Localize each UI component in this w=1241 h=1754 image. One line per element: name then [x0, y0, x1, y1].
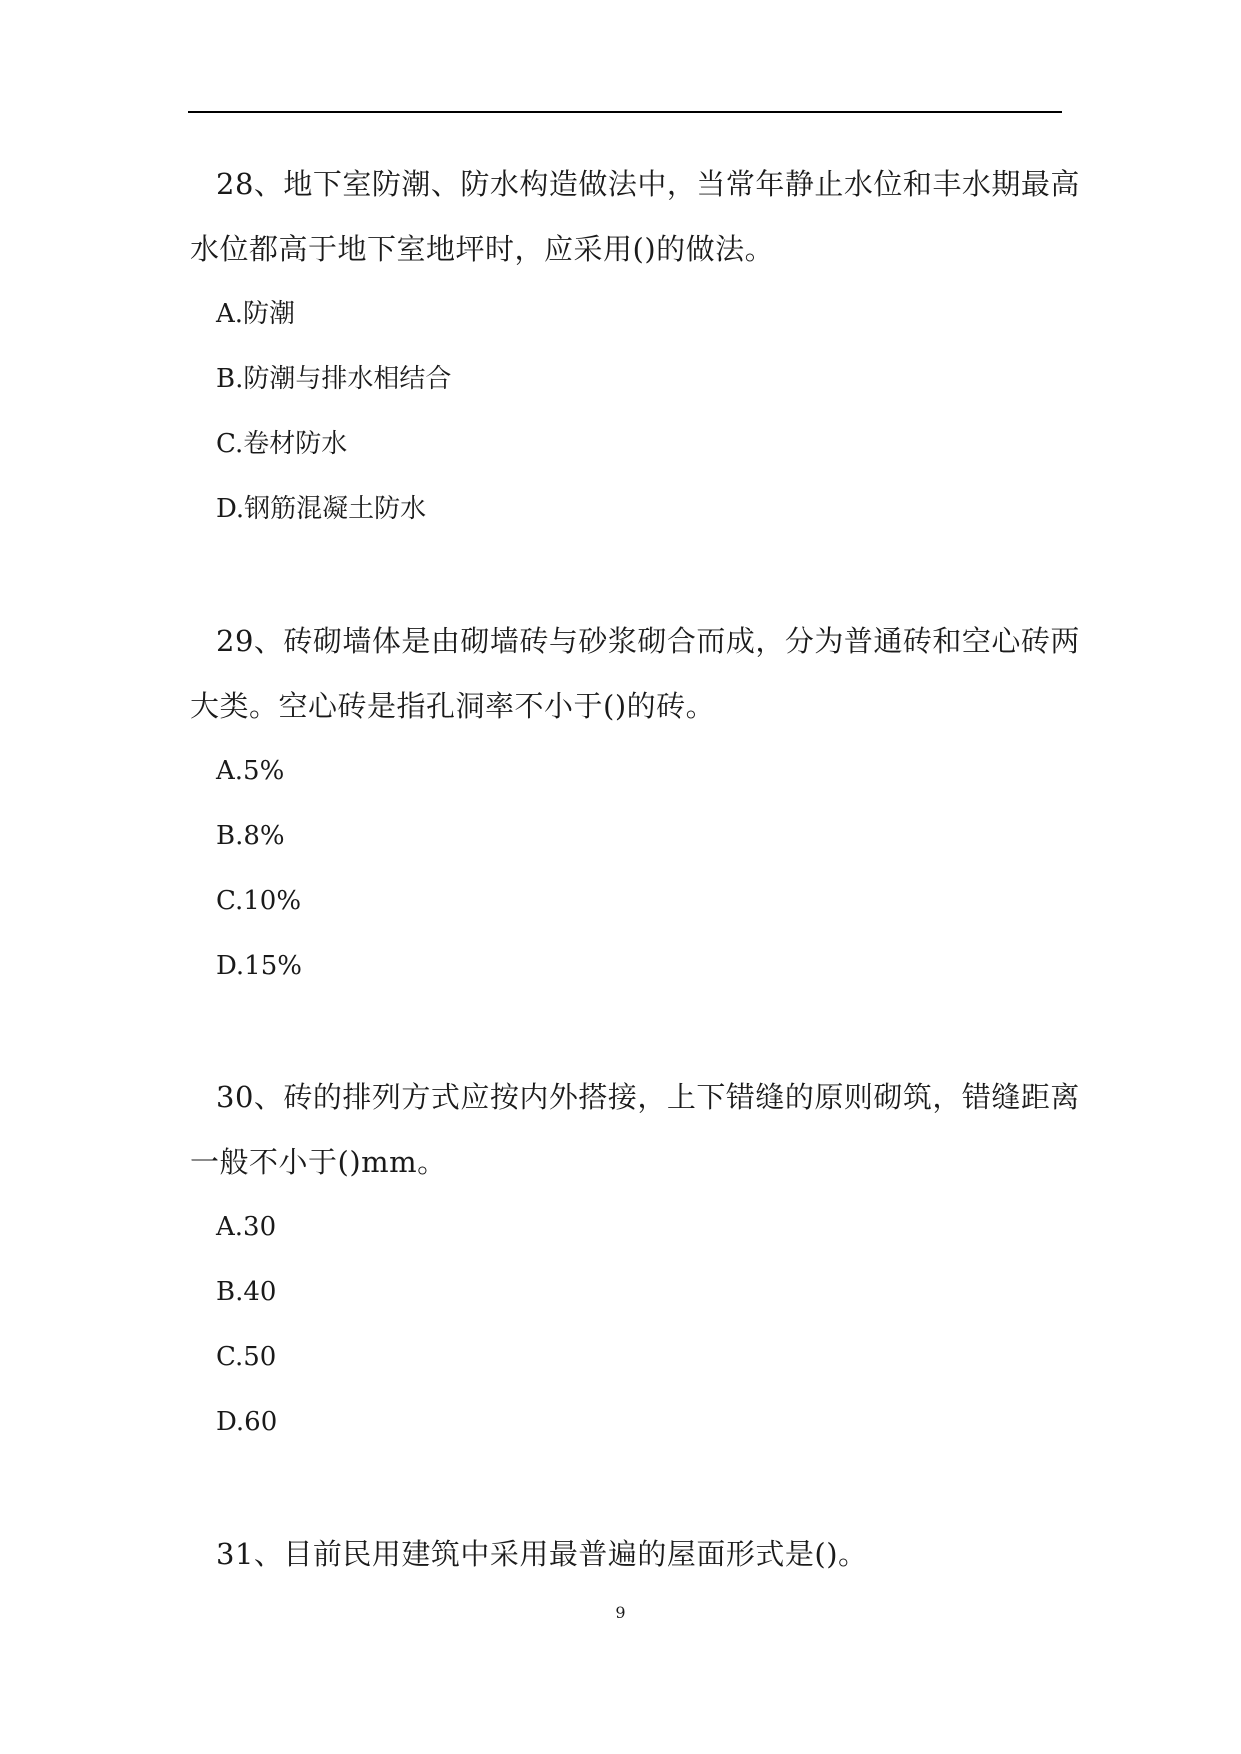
- header-rule: [188, 111, 1062, 113]
- question-31-line-1: 31、目前民用建筑中采用最普遍的屋面形式是()。: [216, 1537, 868, 1571]
- question-30-line-1: 30、砖的排列方式应按内外搭接，上下错缝的原则砌筑，错缝距离: [216, 1080, 1080, 1114]
- question-29-option-a: A.5%: [216, 756, 285, 786]
- question-28-option-b: B.防潮与排水相结合: [216, 364, 452, 394]
- question-28-line-1: 28、地下室防潮、防水构造做法中，当常年静止水位和丰水期最高: [216, 167, 1080, 201]
- question-29-option-d: D.15%: [216, 951, 302, 981]
- question-30-option-d: D.60: [216, 1407, 278, 1437]
- question-28-option-c: C.卷材防水: [216, 429, 348, 459]
- question-30-option-c: C.50: [216, 1342, 277, 1372]
- question-30-option-b: B.40: [216, 1277, 277, 1307]
- question-30-line-2: 一般不小于()mm。: [190, 1145, 447, 1179]
- question-29-option-b: B.8%: [216, 821, 285, 851]
- question-28-line-2: 水位都高于地下室地坪时，应采用()的做法。: [190, 232, 775, 266]
- question-28-option-d: D.钢筋混凝土防水: [216, 494, 427, 524]
- page-number: 9: [615, 1603, 626, 1622]
- question-30-option-a: A.30: [216, 1212, 277, 1242]
- question-28-option-a: A.防潮: [216, 299, 296, 329]
- question-29-option-c: C.10%: [216, 886, 302, 916]
- question-29-line-1: 29、砖砌墙体是由砌墙砖与砂浆砌合而成，分为普通砖和空心砖两: [216, 624, 1080, 658]
- question-29-line-2: 大类。空心砖是指孔洞率不小于()的砖。: [190, 689, 716, 723]
